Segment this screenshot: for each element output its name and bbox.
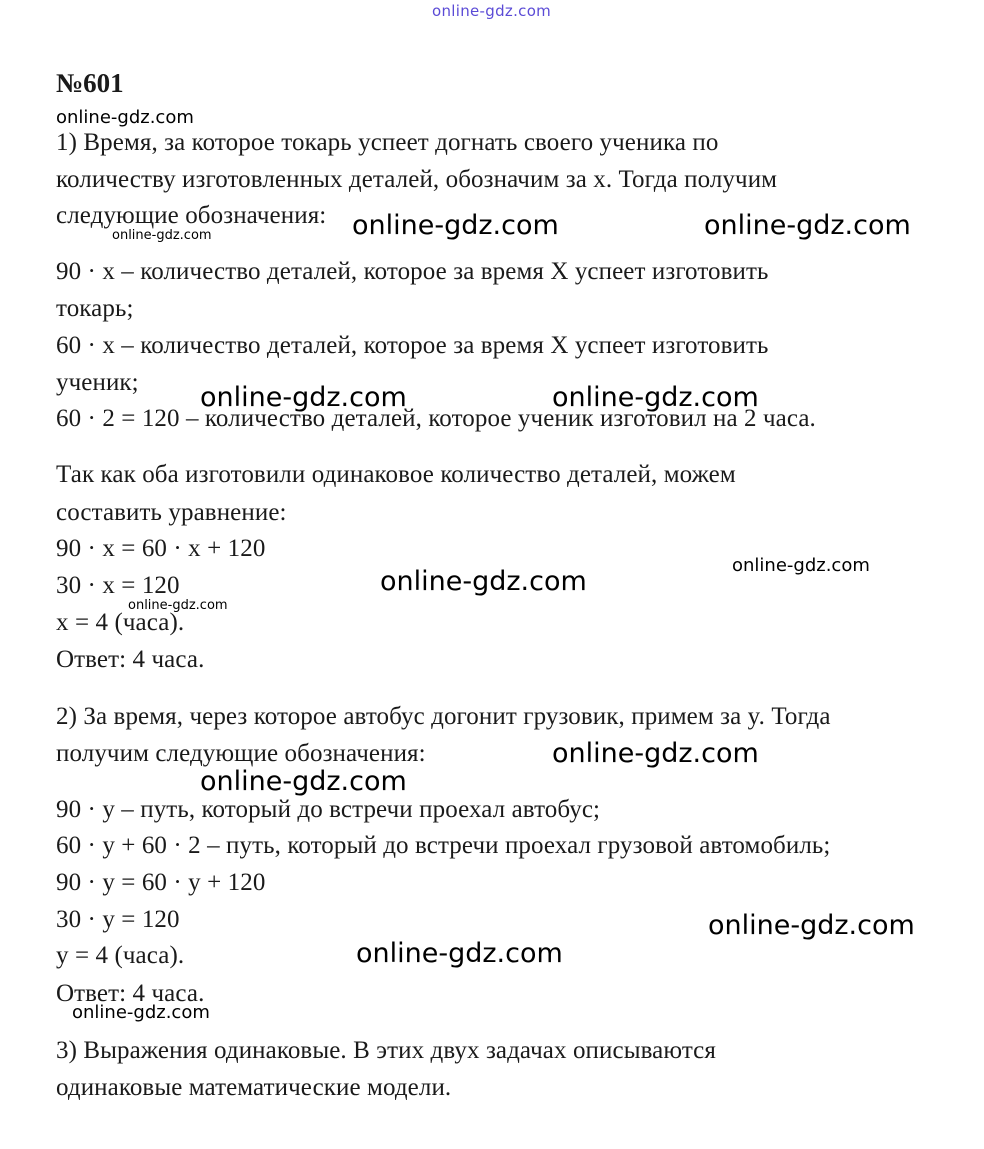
part2-intro-line-2: получим следующие обозначения:	[56, 740, 426, 767]
watermark: online-gdz.com	[200, 382, 407, 413]
part2-notation-line-2: 60 · y + 60 · 2 – путь, который до встречи проехал грузовой автомобиль;	[56, 832, 831, 859]
part1-intro-line-1: 1) Время, за которое токарь успеет догнать своего ученика по	[56, 129, 719, 156]
part1-step-1: 90 · x = 60 · x + 120	[56, 535, 266, 562]
part1-intro-line-3: следующие обозначения:	[56, 202, 327, 229]
part1-notation-line-4: ученик;	[56, 369, 139, 396]
watermark: online-gdz.com	[72, 1002, 210, 1023]
watermark: online-gdz.com	[128, 598, 228, 613]
part1-equation-intro-line-2: составить уравнение:	[56, 499, 287, 526]
part2-step-2: 30 · y = 120	[56, 906, 180, 933]
part3-line-1: 3) Выражения одинаковые. В этих двух задачах описываются	[56, 1037, 716, 1064]
part1-answer: Ответ: 4 часа.	[56, 646, 205, 673]
problem-number: №601	[56, 68, 124, 98]
watermark: online-gdz.com	[380, 566, 587, 597]
watermark: online-gdz.com	[552, 382, 759, 413]
part1-equation-intro-line-1: Так как оба изготовили одинаковое количество деталей, можем	[56, 461, 736, 488]
watermark: online-gdz.com	[732, 555, 870, 576]
part2-answer: Ответ: 4 часа.	[56, 980, 205, 1007]
watermark: online-gdz.com	[552, 738, 759, 769]
part1-notation-line-2: токарь;	[56, 295, 134, 322]
part1-notation-line-1: 90 · x – количество деталей, которое за время X успеет изготовить	[56, 258, 769, 285]
part1-intro-line-2: количеству изготовленных деталей, обозначим за x. Тогда получим	[56, 166, 778, 193]
part2-step-3: y = 4 (часа).	[56, 942, 185, 969]
watermark: online-gdz.com	[356, 938, 563, 969]
part1-step-2: 30 · x = 120	[56, 572, 180, 599]
watermark: online-gdz.com	[200, 766, 407, 797]
watermark: online-gdz.com	[704, 210, 911, 241]
part3-line-2: одинаковые математические модели.	[56, 1074, 452, 1101]
part1-step-3: x = 4 (часа).	[56, 609, 185, 636]
site-mark: online-gdz.com	[432, 2, 552, 20]
part1-notation-line-5: 60 · 2 = 120 – количество деталей, которое ученик изготовил на 2 часа.	[56, 405, 816, 432]
part2-intro-line-1: 2) За время, через которое автобус догонит грузовик, примем за y. Тогда	[56, 703, 831, 730]
part2-step-1: 90 · y = 60 · y + 120	[56, 869, 266, 896]
watermark: online-gdz.com	[708, 910, 915, 941]
part2-notation-line-1: 90 · y – путь, который до встречи проехал автобус;	[56, 796, 601, 823]
part1-notation-line-3: 60 · x – количество деталей, которое за время X успеет изготовить	[56, 332, 769, 359]
watermark: online-gdz.com	[112, 228, 212, 243]
watermark: online-gdz.com	[352, 210, 559, 241]
watermark: online-gdz.com	[56, 107, 194, 128]
